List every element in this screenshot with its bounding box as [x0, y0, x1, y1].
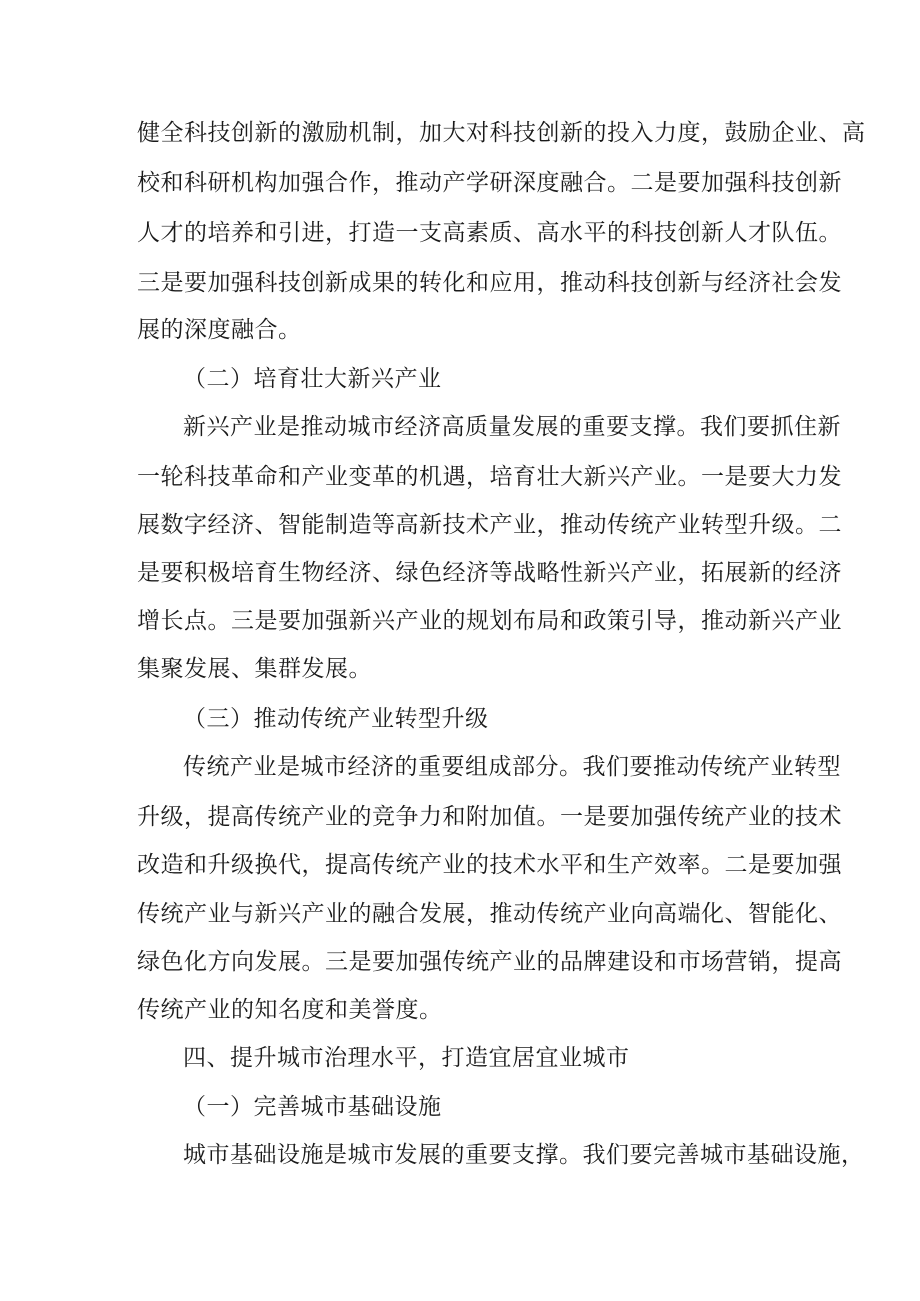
paragraph-line: 新兴产业是推动城市经济高质量发展的重要支撑。我们要抓住新	[183, 414, 841, 440]
paragraph-line: 展数字经济、智能制造等高新技术产业，推动传统产业转型升级。二	[137, 512, 842, 538]
paragraph-line: 三是要加强科技创新成果的转化和应用，推动科技创新与经济社会发	[137, 270, 842, 296]
paragraph-line: 校和科研机构加强合作，推动产学研深度融合。二是要加强科技创新	[137, 170, 842, 196]
paragraph-line: 改造和升级换代，提高传统产业的技术水平和生产效率。二是要加强	[137, 852, 842, 878]
section-heading: （一）完善城市基础设施	[183, 1094, 442, 1120]
paragraph-line: 传统产业与新兴产业的融合发展，推动传统产业向高端化、智能化、	[137, 901, 842, 927]
paragraph-line: 城市基础设施是城市发展的重要支撑。我们要完善城市基础设施，	[183, 1142, 865, 1168]
paragraph-line: 传统产业的知名度和美誉度。	[137, 997, 443, 1023]
section-heading: （二）培育壮大新兴产业	[183, 366, 442, 392]
paragraph-line: 是要积极培育生物经济、绿色经济等战略性新兴产业，拓展新的经济	[137, 560, 842, 586]
paragraph-line: 增长点。三是要加强新兴产业的规划布局和政策引导，推动新兴产业	[137, 608, 842, 634]
chapter-heading: 四、提升城市治理水平，打造宜居宜业城市	[183, 1045, 630, 1071]
paragraph-line: 传统产业是城市经济的重要组成部分。我们要推动传统产业转型	[183, 754, 841, 780]
paragraph-line: 展的深度融合。	[137, 317, 302, 343]
paragraph-line: 一轮科技革命和产业变革的机遇，培育壮大新兴产业。一是要大力发	[137, 464, 842, 490]
paragraph-line: 集聚发展、集群发展。	[137, 656, 372, 682]
section-heading: （三）推动传统产业转型升级	[183, 706, 489, 732]
paragraph-line: 人才的培养和引进，打造一支高素质、高水平的科技创新人才队伍。	[137, 220, 842, 246]
paragraph-line: 健全科技创新的激励机制，加大对科技创新的投入力度，鼓励企业、高	[137, 120, 866, 146]
paragraph-line: 升级，提高传统产业的竞争力和附加值。一是要加强传统产业的技术	[137, 804, 842, 830]
paragraph-line: 绿色化方向发展。三是要加强传统产业的品牌建设和市场营销，提高	[137, 949, 842, 975]
